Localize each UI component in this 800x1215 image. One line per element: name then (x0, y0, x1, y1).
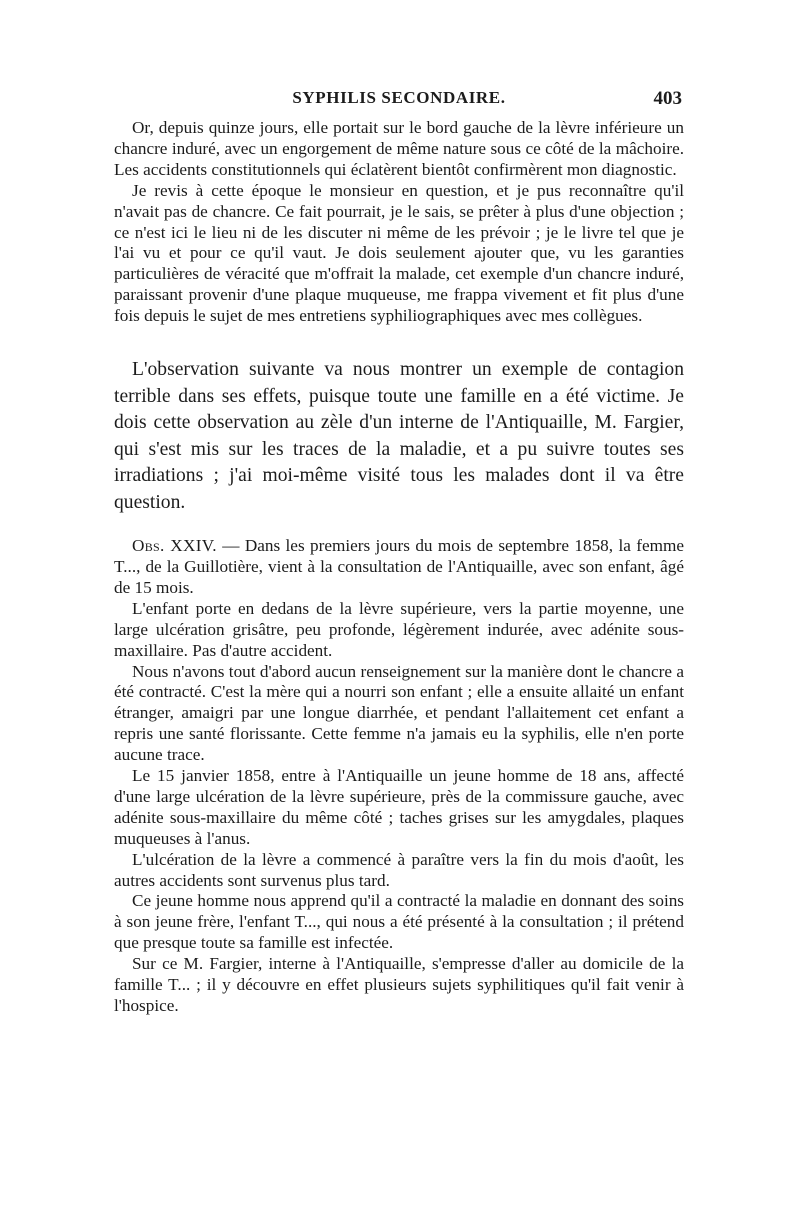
observation-paragraph: Le 15 janvier 1858, entre à l'Antiquaille un jeune homme de 18 ans, affecté d'une large ulcération de la lèvre supérieure, près de la commissure gauche, avec adénite sous-maxillaire du même côté ; taches grises sur les amygdales, plaques muqueuses à l'anus. (114, 766, 684, 848)
observation-label: Obs. XXIV. (132, 536, 217, 556)
running-title: SYPHILIS SECONDAIRE. (292, 88, 506, 107)
observation-intro (114, 536, 684, 599)
observation-intro-text: — Dans les premiers jours du mois de septembre 1858, la femme T..., de la Guillotière, vient à la consultation de l'Antiquaille, avec son enfant, âgé de 15 mois. (114, 536, 684, 597)
observation-paragraph: Nous n'avons tout d'abord aucun renseignement sur la manière dont le chancre a été contracté. C'est la mère qui a nourri son enfant ; elle a ensuite allaité un enfant étranger, amaigri par une longue diarrhée, et pendant l'allaitement cet enfant a repris une santé florissante. Cette femme n'a jamais eu la syphilis, elle n'en porte aucune trace. (114, 661, 684, 765)
observation-paragraph: Sur ce M. Fargier, interne à l'Antiquaille, s'empresse d'aller au domicile de la famille T... ; il y découvre en effet plusieurs sujets syphilitiques qu'il fait venir à l'hospice. (114, 954, 684, 1015)
observation-paragraph: L'enfant porte en dedans de la lèvre supérieure, vers la partie moyenne, une large ulcération grisâtre, peu profonde, légèrement indurée, avec adénite sous-maxillaire. Pas d'autre accident. (114, 598, 684, 660)
page-header (114, 88, 684, 112)
body-paragraph: Je revis à cette époque le monsieur en question, et je pus reconnaître qu'il n'avait pas de chancre. Ce fait pourrait, je le sais, se prêter à plus d'une objection ; ce n'est ici le lieu ni de les discuter ni même de les prévoir ; je le livre tel que je l'ai vu et pour ce qu'il vaut. Je dois seulement ajouter que, vu les garanties particulières de véracité que m'offrait la malade, cet exemple d'un chancre induré, paraissant provenir d'une plaque muqueuse, me frappa vivement et fit plus d'une fois depuis le sujet de mes entretiens syphiliographiques avec mes collègues. (114, 180, 684, 326)
observation-paragraph: L'ulcération de la lèvre a commencé à paraître vers la fin du mois d'août, les autres accidents sont survenus plus tard. (114, 849, 684, 890)
page-number: 403 (653, 88, 682, 109)
section-introduction (114, 357, 684, 516)
body-paragraph: Or, depuis quinze jours, elle portait sur le bord gauche de la lèvre inférieure un chancre induré, avec un engorgement de même nature sous ce côté de la mâchoire. Les accidents constitutionnels qui éclatèrent bientôt confirmèrent mon diagnostic. (114, 118, 684, 179)
observation-xxiv (114, 536, 684, 1017)
observation-paragraph: Ce jeune homme nous apprend qu'il a contracté la maladie en donnant des soins à son jeune frère, l'enfant T..., qui nous a été présenté à la consultation ; il prétend que presque toute sa famille est infectée. (114, 891, 684, 953)
intro-paragraph: L'observation suivante va nous montrer un exemple de contagion terrible dans ses effets, puisque toute une famille en a été victime. Je dois cette observation au zèle d'un interne de l'Antiquaille, M. Fargier, qui s'est mis sur les traces de la maladie, et a pu suivre toutes ses irradiations ; j'ai moi-même visité tous les malades dont il va être question. (114, 359, 684, 513)
section-case-conclusion (114, 118, 684, 327)
book-page (114, 88, 684, 1017)
